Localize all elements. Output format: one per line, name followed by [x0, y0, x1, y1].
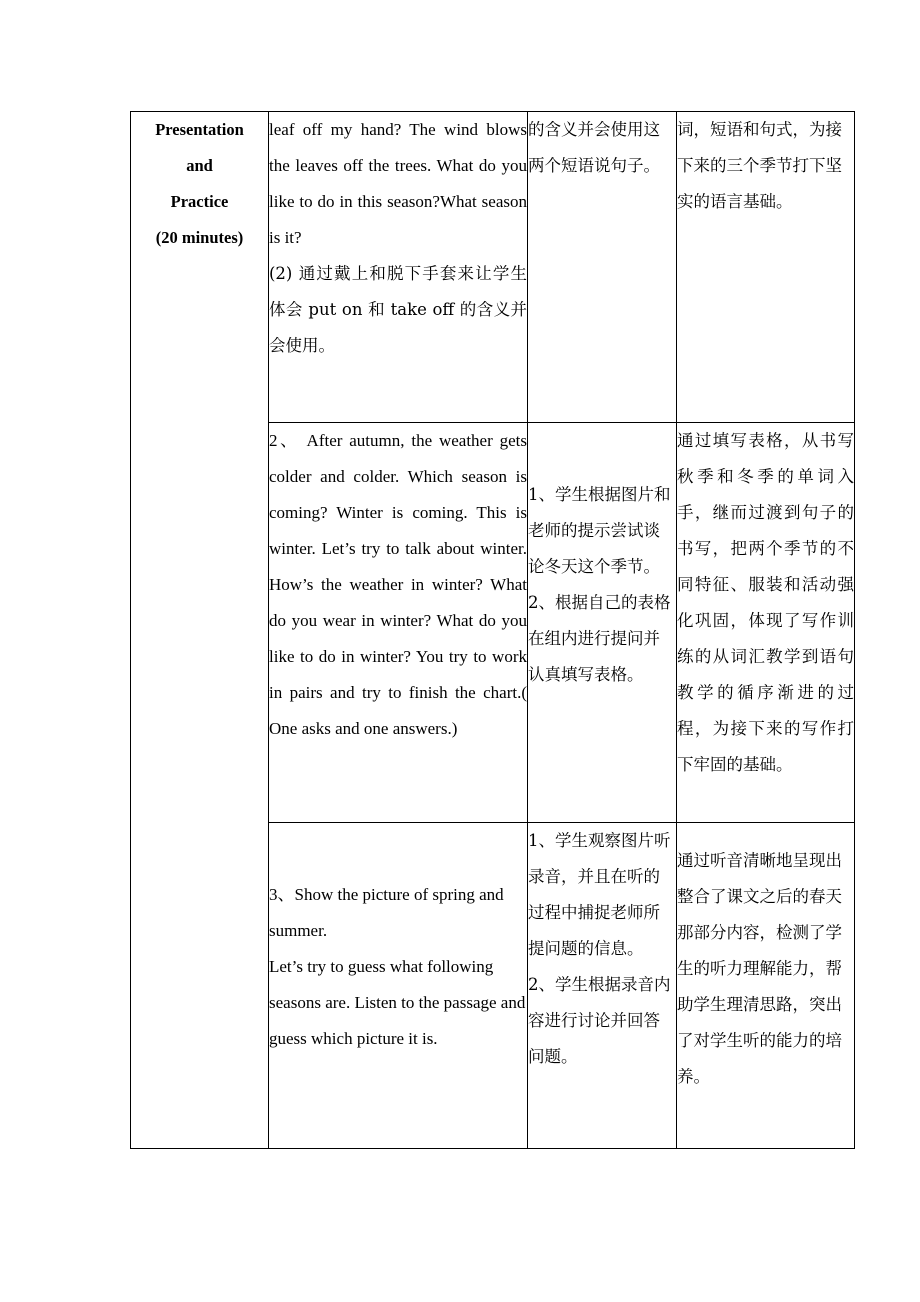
student-activity-item: 2、根据自己的表格在组内进行提问并认真填写表格。	[528, 593, 671, 684]
teacher-activity-cell	[269, 423, 528, 823]
stage-title-line3: Practice	[170, 192, 229, 211]
teacher-activity-text: Let’s try to guess what following seasons are. Listen to the passage and guess which picture it is.	[269, 957, 526, 1048]
stage-title-line1: Presentation	[155, 120, 244, 139]
stage-cell	[131, 112, 269, 1149]
teacher-activity-text: 3、Show the picture of spring and summer.	[269, 885, 504, 940]
student-activity-item: 2、学生根据录音内容进行讨论并回答问题。	[528, 975, 671, 1066]
student-activity-cell	[528, 423, 677, 823]
student-activity-cell	[528, 112, 677, 423]
teacher-activity-cell	[269, 823, 528, 1149]
design-intent-text: 通过填写表格，从书写秋季和冬季的单词入手，继而过渡到句子的书写，把两个季节的不同特征、服装和活动强化巩固，体现了写作训练的从词汇教学到语句教学的循序渐进的过程，为接下来的写作打下牢固的基础。	[677, 431, 854, 774]
design-intent-text: 词，短语和句式，为接下来的三个季节打下坚实的语言基础。	[677, 120, 842, 211]
student-activity-item: 1、学生观察图片听录音，并且在听的过程中捕捉老师所提问题的信息。	[528, 831, 671, 958]
design-intent-cell	[677, 112, 855, 423]
teacher-activity-cell	[269, 112, 528, 423]
design-intent-cell	[677, 423, 855, 823]
student-activity-text: 的含义并会使用这两个短语说句子。	[528, 120, 660, 175]
teacher-activity-text: 2、 After autumn, the weather gets colder and colder. Which season is coming? Winter is coming. This is winter. Let’s try to talk about winter. How’s the weather in winter? What do you wear in winter? What do you like to do in winter? You try to work in pairs and try to finish the chart.( One asks and one answers.)	[269, 431, 527, 738]
design-intent-cell	[677, 823, 855, 1149]
student-activity-item: 1、学生根据图片和老师的提示尝试谈论冬天这个季节。	[528, 485, 671, 576]
teacher-activity-text: leaf off my hand? The wind blows the leaves off the trees. What do you like to do in this season?What season is it?	[269, 120, 527, 247]
stage-duration: (20 minutes)	[155, 228, 244, 247]
design-intent-text: 通过听音清晰地呈现出整合了课文之后的春天那部分内容，检测了学生的听力理解能力，帮助学生理清思路，突出了对学生听的能力的培养。	[677, 851, 842, 1086]
teacher-activity-text: (2) 通过戴上和脱下手套来让学生体会 put on 和 take off 的含义并会使用。	[269, 264, 527, 355]
student-activity-cell	[528, 823, 677, 1149]
lesson-plan-table	[130, 111, 855, 1149]
table-row	[131, 112, 855, 423]
stage-title-line2: and	[186, 156, 213, 175]
